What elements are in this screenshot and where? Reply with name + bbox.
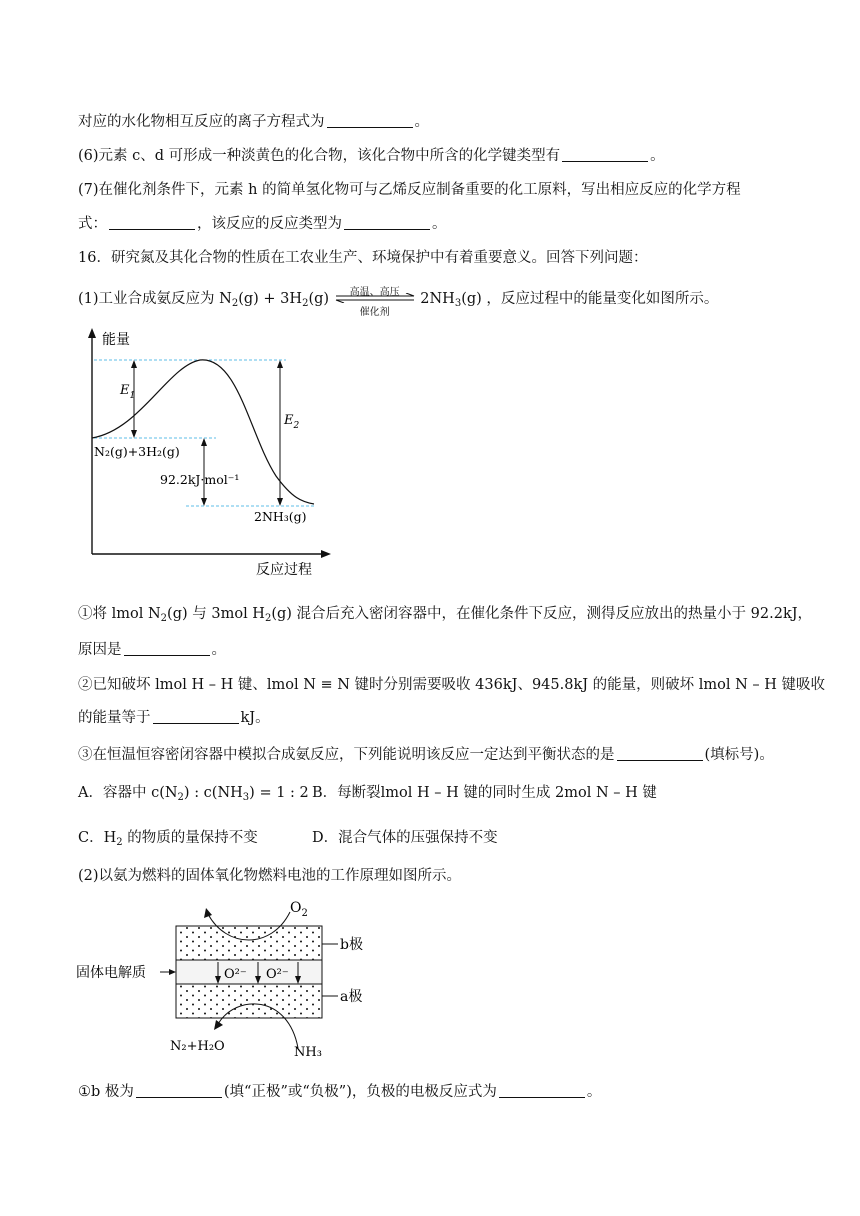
option-a[interactable]: A．容器中 $c(N_2)$ : $c(NH_3) = 1$ : 2 bbox=[78, 785, 309, 803]
ion-label-2: O²⁻ bbox=[266, 967, 289, 982]
electrolyte-label: 固体电解质 bbox=[76, 965, 146, 981]
text-line: (1)工业合成氨反应为 $N_2(g) + 3H_2(g)$ 高温、高压 催化剂 $2NH_3(g)$ ，反应过程中的能量变化如图所示。 bbox=[78, 287, 719, 318]
products-label: N₂+H₂O bbox=[170, 1039, 225, 1054]
product-formula: $2NH_3(g)$ bbox=[420, 291, 482, 309]
text-line: (7)在催化剂条件下，元素 h 的简单氢化物可与乙烯反应制备重要的化工原料，写出相应反应的化学方程 bbox=[78, 182, 741, 198]
answer-blank[interactable] bbox=[124, 641, 210, 656]
option-c[interactable]: C．$H_2$ 的物质的量保持不变 bbox=[78, 830, 258, 848]
answer-blank[interactable] bbox=[344, 215, 430, 230]
answer-blank[interactable] bbox=[562, 147, 648, 162]
answer-blank[interactable] bbox=[617, 746, 703, 761]
nh3-label: NH₃ bbox=[294, 1045, 322, 1060]
e1-label: $E_1$ bbox=[120, 383, 136, 401]
e2-label: $E_2$ bbox=[284, 413, 300, 431]
answer-blank[interactable] bbox=[109, 215, 195, 230]
text-line: ③在恒温恒容密闭容器中模拟合成氨反应，下列能说明该反应一定达到平衡状态的是 (填标号)。 bbox=[78, 747, 774, 763]
b-electrode-label: b极 bbox=[340, 937, 363, 953]
question-16-heading: 16．研究氮及其化合物的性质在工农业生产、环境保护中有着重要意义。回答下列问题： bbox=[78, 250, 648, 266]
reactants-formula: $N_2(g) + 3H_2(g)$ bbox=[219, 291, 330, 309]
reactants-label: N₂(g)+3H₂(g) bbox=[94, 444, 180, 459]
answer-blank[interactable] bbox=[499, 1083, 585, 1098]
text-line: 的能量等于 kJ。 bbox=[78, 710, 270, 726]
text-line: ①将 lmol $N_2(g)$ 与 3mol $H_2(g)$ 混合后充入密闭容器中，在催化条件下反应，测得反应放出的热量小于 92.2kJ， bbox=[78, 606, 813, 624]
product-label: 2NH₃(g) bbox=[254, 509, 307, 524]
answer-blank[interactable] bbox=[327, 113, 413, 128]
energy-diagram bbox=[80, 326, 340, 580]
reversible-arrow: 高温、高压 催化剂 bbox=[334, 287, 416, 307]
answer-blank[interactable] bbox=[136, 1083, 222, 1098]
text-line: 式： ，该反应的反应类型为 。 bbox=[78, 216, 447, 232]
option-d[interactable]: D．混合气体的压强保持不变 bbox=[312, 830, 498, 846]
text-line: 原因是 。 bbox=[78, 642, 226, 658]
fuel-cell-diagram bbox=[76, 898, 386, 1062]
text-line: ①b 极为 (填“正极”或“负极”)，负极的电极反应式为 。 bbox=[78, 1084, 602, 1100]
option-b[interactable]: B．每断裂lmol H – H 键的同时生成 2mol N – H 键 bbox=[312, 785, 657, 801]
y-axis-label: 能量 bbox=[102, 332, 130, 348]
a-electrode-label: a极 bbox=[340, 989, 363, 1005]
x-axis-label: 反应过程 bbox=[256, 562, 312, 578]
o2-label: $O_2$ bbox=[290, 900, 308, 919]
text-line: (6)元素 c、d 可形成一种淡黄色的化合物，该化合物中所含的化学键类型有 。 bbox=[78, 148, 665, 164]
text-line: ②已知破坏 lmol H – H 键、lmol N ≡ N 键时分别需要吸收 436kJ、945.8kJ 的能量，则破坏 lmol N – H 键吸收 bbox=[78, 677, 826, 693]
answer-blank[interactable] bbox=[153, 709, 239, 724]
text-line: 对应的水化物相互反应的离子方程式为 。 bbox=[78, 114, 429, 130]
text-line: (2)以氨为燃料的固体氧化物燃料电池的工作原理如图所示。 bbox=[78, 868, 462, 884]
delta-h-label: 92.2kJ·mol⁻¹ bbox=[160, 472, 240, 487]
ion-label-1: O²⁻ bbox=[224, 967, 247, 982]
